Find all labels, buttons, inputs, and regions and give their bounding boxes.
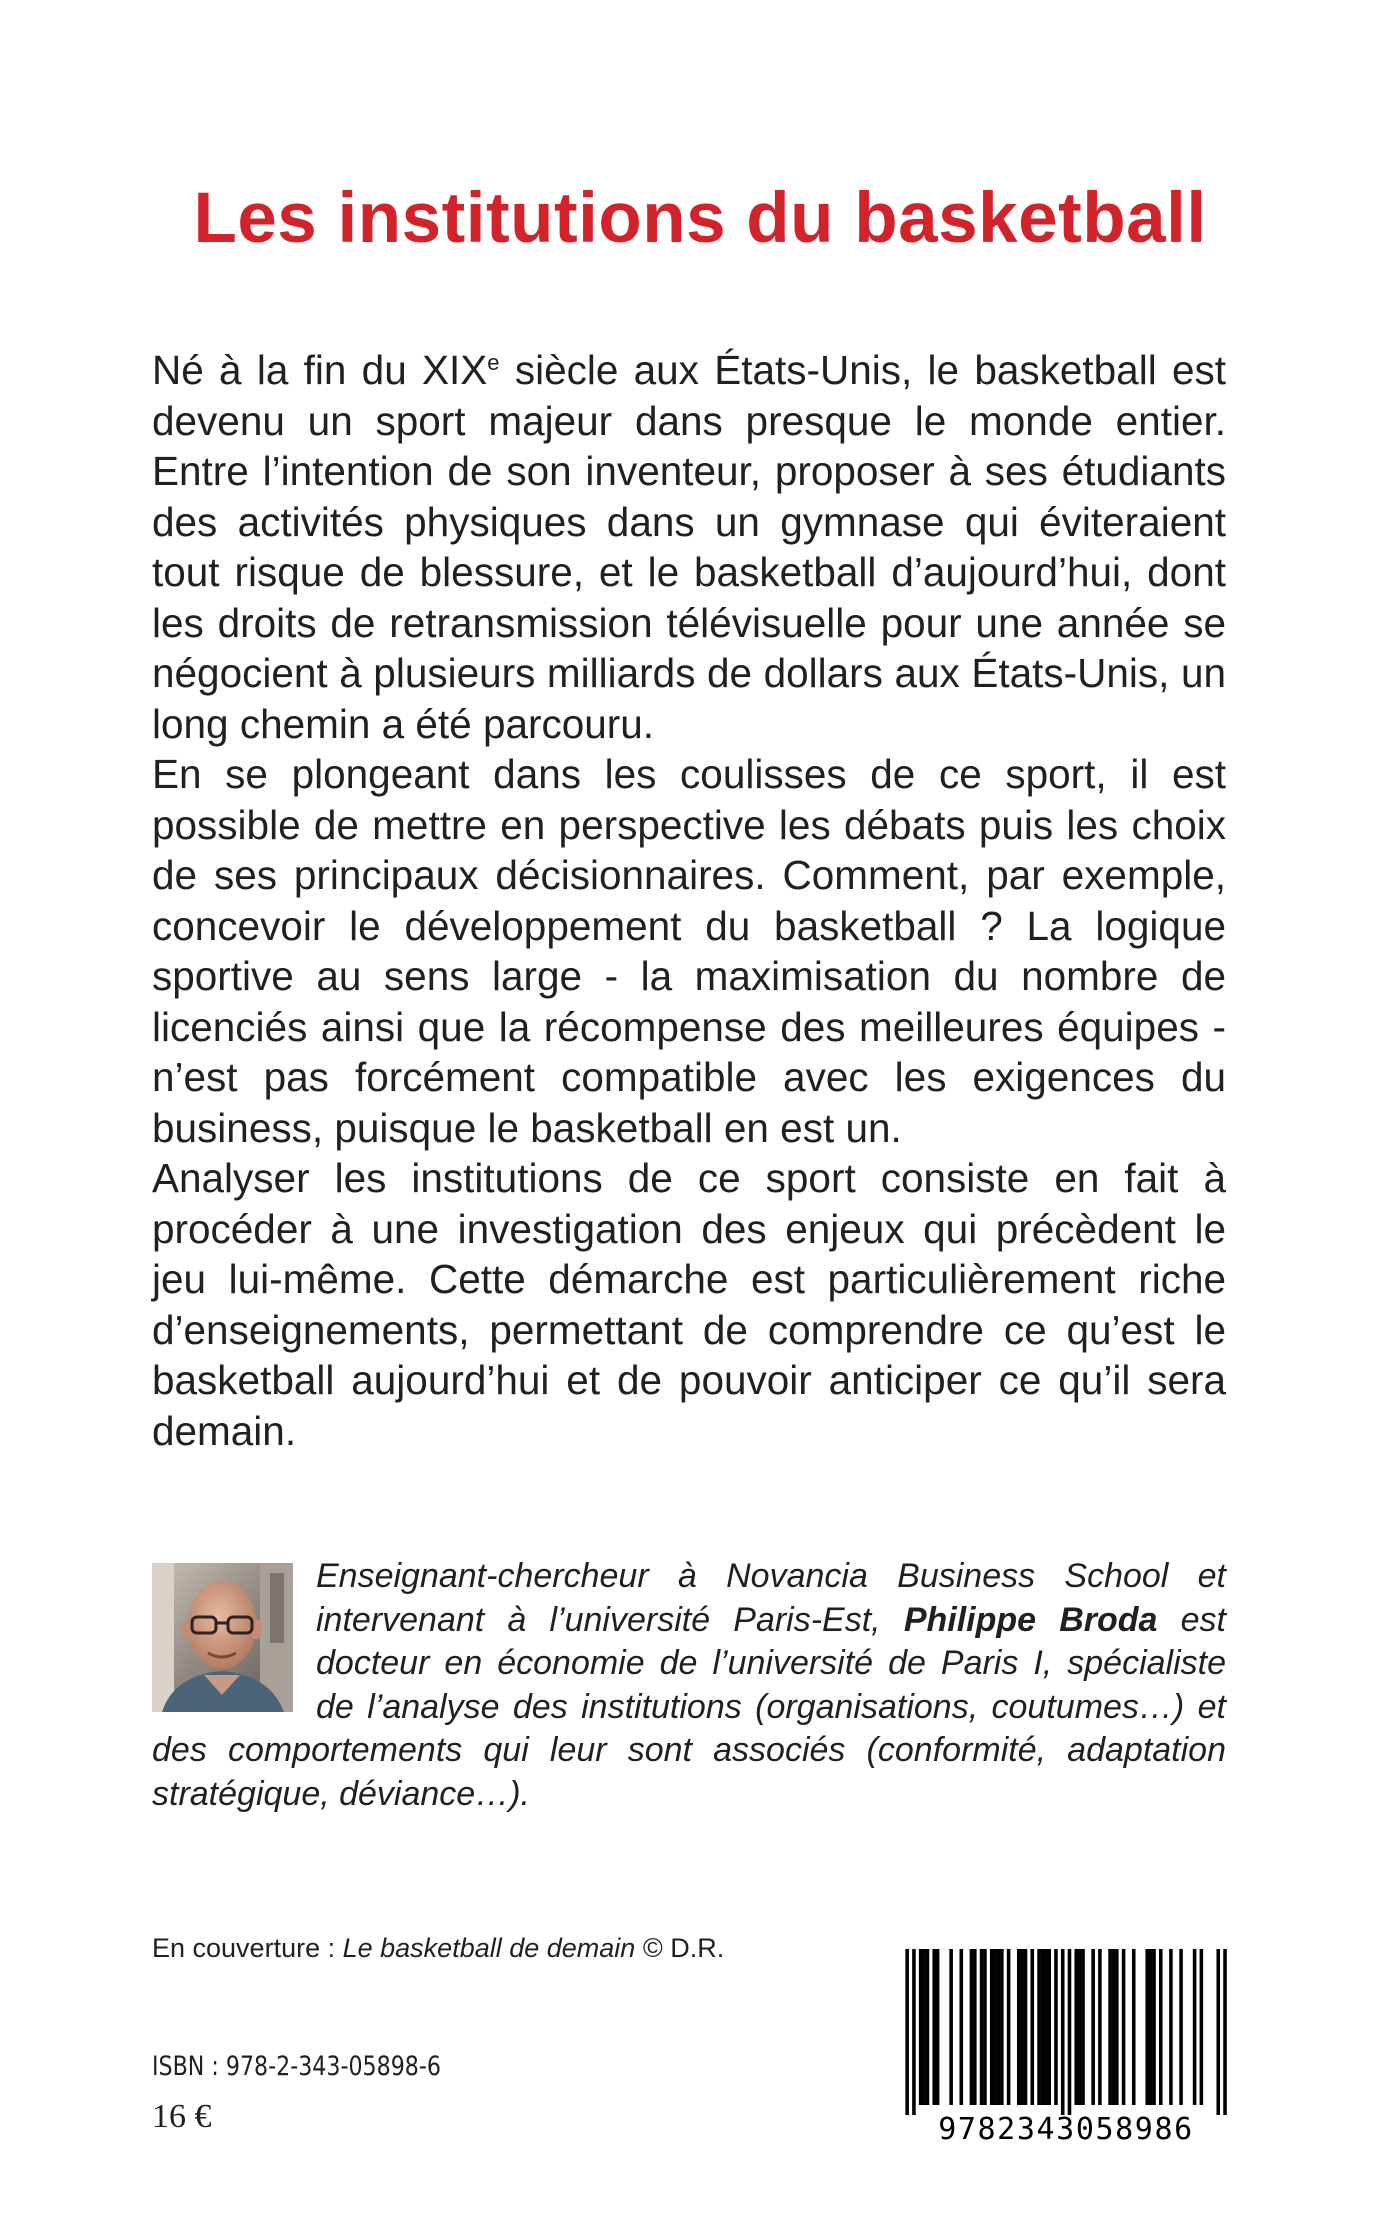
barcode-bar [1037, 1949, 1041, 2105]
summary-paragraph-3: Analyser les institutions de ce sport consiste en fait à procéder à une investigation des enjeux qui précèdent le jeu lui-même. Cette démarche est particulièrement riche d’enseignements, permettant de comprendre ce qu’est le basketball aujourd’hui et de pouvoir anticiper ce qu’il sera demain. [152, 1155, 1226, 1454]
barcode-bar [1200, 1949, 1204, 2105]
barcode-bar [932, 1949, 936, 2105]
barcode-bar [1081, 1949, 1085, 2105]
barcode-bar [993, 1949, 997, 2105]
author-name: Philippe Broda [903, 1600, 1158, 1639]
barcode-bar [1193, 1949, 1197, 2105]
isbn: ISBN : 978-2-343-05898-6 [152, 2051, 441, 2082]
barcode-bar [1223, 1949, 1227, 2115]
barcode-bar [1152, 1949, 1156, 2105]
barcode-bar [1108, 1949, 1112, 2105]
barcode-bar [1091, 1949, 1095, 2105]
barcode-bar [1098, 1949, 1102, 2105]
barcode-bar [1159, 1949, 1163, 2105]
barcode-bar [1068, 1949, 1072, 2115]
summary-paragraph-2: En se plongeant dans les coulisses de ce sport, il est possible de mettre en perspective les débats puis les choix de ses principaux décisionnaires. Comment, par exemple, concevoir le développement du basketball ? La logique sportive au sens large - la maximisation du nombre de licenciés ainsi que la récompense des meilleures équipes - n’est pas forcément compatible avec les exigences du business, puisque le basketball en est un. [152, 751, 1226, 1151]
barcode-bar [905, 1949, 909, 2115]
price: 16 € [152, 2098, 212, 2135]
barcode-bar [1047, 1949, 1051, 2105]
summary-paragraph-1: Né à la fin du XIXe siècle aux États-Unis, le basketball est devenu un sport majeur dans presque le monde entier. Entre l’intention de son inventeur, proposer à ses étudiants des activités physiques dans un gymnase qui éviteraient tout risque de blessure, et le basketball d’aujourd’hui, dont les droits de retransmission télévisuelle pour une année se négocient à plusieurs milliards de dollars aux États-Unis, un long chemin a été parcouru. [152, 347, 1226, 747]
barcode-bar [1000, 1949, 1004, 2105]
book-title: Les institutions du basketball [193, 179, 1207, 258]
barcode-bar [1030, 1949, 1034, 2105]
cover-artwork-title: Le basketball de demain [342, 1933, 636, 1963]
barcode-bar [990, 1949, 994, 2105]
barcode-bar [1017, 1949, 1021, 2105]
barcode-bar [949, 1949, 953, 2105]
author-bio: Enseignant-chercheur à Novancia Business School et intervenant à l’université Paris-Est, Philippe Broda est docteur en économie de l’université de Paris I, spécialiste de l’analyse des institutions (organisations, coutumes…) et des comportements qui leur sont associés (conformité, adaptation stratégique, déviance…). [152, 1557, 1226, 1813]
barcode-bar [1169, 1949, 1173, 2105]
barcode [902, 1949, 1230, 2147]
barcode-bar [1145, 1949, 1149, 2105]
barcode-bar [1061, 1949, 1065, 2115]
barcode-bar [1112, 1949, 1116, 2105]
barcode-bar [1149, 1949, 1153, 2105]
barcode-bar [1132, 1949, 1136, 2105]
barcode-digits: 9782343058986 [938, 2112, 1194, 2147]
barcode-bar [1024, 1949, 1028, 2105]
barcode-bar [912, 1949, 916, 2115]
barcode-bars [902, 1949, 1230, 2115]
back-cover-summary [152, 345, 1226, 1456]
barcode-bar [970, 1949, 974, 2105]
barcode-bar [980, 1949, 984, 2105]
barcode-bar [997, 1949, 1001, 2105]
barcode-bar [1115, 1949, 1119, 2105]
barcode-bar [922, 1949, 926, 2105]
barcode-bar [1179, 1949, 1183, 2105]
barcode-bar [959, 1949, 963, 2105]
barcode-bar [973, 1949, 977, 2105]
barcode-bar [1216, 1949, 1220, 2115]
barcode-bar [919, 1949, 923, 2105]
barcode-bar [1078, 1949, 1082, 2105]
barcode-bar [1074, 1949, 1078, 2105]
century-superscript: e [487, 350, 500, 375]
barcode-bar [983, 1949, 987, 2105]
barcode-bar [1044, 1949, 1048, 2105]
barcode-bar [1007, 1949, 1011, 2105]
barcode-bar [1122, 1949, 1126, 2105]
barcode-bar [1020, 1949, 1024, 2105]
barcode-bar [1054, 1949, 1058, 2105]
barcode-bar [926, 1949, 930, 2105]
cover-credit: En couverture : Le basketball de demain © D.R. [152, 1933, 725, 1963]
barcode-bar [936, 1949, 940, 2105]
barcode-bar [1041, 1949, 1045, 2105]
